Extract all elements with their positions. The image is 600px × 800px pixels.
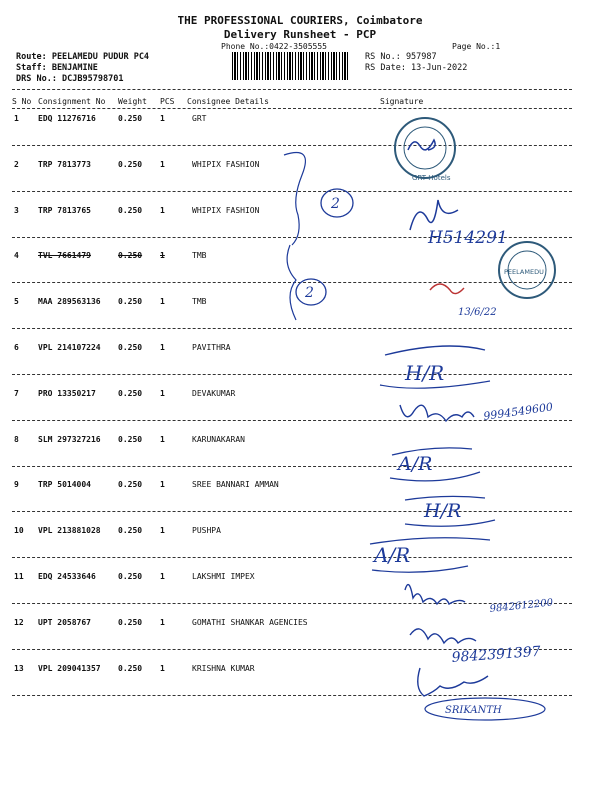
row-consignment-no: SLM 297327216 <box>38 434 101 444</box>
table-row <box>0 251 600 271</box>
runsheet-subtitle: Delivery Runsheet - PCP <box>223 28 377 41</box>
company-name: THE PROFESSIONAL COURIERS, Coimbatore <box>177 14 423 27</box>
row-pcs: 1 <box>160 114 165 123</box>
row-divider <box>12 191 572 192</box>
stamp-grt-text: GRT Hotels <box>412 174 451 182</box>
table-row <box>0 343 600 363</box>
row-consignee: PAVITHRA <box>192 343 231 352</box>
col-signature: Signature <box>380 97 424 106</box>
row-weight: 0.250 <box>118 251 143 261</box>
row-divider <box>12 649 572 650</box>
row-divider <box>12 603 572 604</box>
row-consignee: TMB <box>192 297 207 307</box>
row-pcs: 1 <box>160 343 165 352</box>
handwritten-ar-row8: A/R <box>398 453 433 475</box>
row-sno: 4 <box>14 251 19 261</box>
row-pcs: 1 <box>160 205 165 215</box>
row-consignee: WHIPIX FASHION <box>192 159 260 169</box>
row-weight: 0.250 <box>118 297 143 307</box>
divider <box>12 108 572 109</box>
row-weight: 0.250 <box>118 159 143 169</box>
row-sno: 5 <box>14 297 19 307</box>
row-consignment-no: VPL 214107224 <box>38 343 101 352</box>
drs-number: DRS No.: DCJB95798701 <box>16 74 124 84</box>
handwritten-name-row13: SRIKANTH <box>445 705 502 716</box>
row-sno: 11 <box>14 572 24 581</box>
rs-number: RS No.: 957987 <box>365 52 437 62</box>
row-divider <box>12 237 572 238</box>
handwritten-hr-row6: H/R <box>405 361 445 385</box>
table-row <box>0 480 600 500</box>
stamp-peelamedu-text: PEELAMEDU <box>504 268 544 276</box>
row-sno: 13 <box>14 663 24 673</box>
row-weight: 0.250 <box>118 663 143 673</box>
row-consignee: LAKSHMI IMPEX <box>192 572 255 581</box>
table-row <box>0 664 600 684</box>
col-consignee: Consignee Details <box>187 97 269 106</box>
row-weight: 0.250 <box>118 205 143 215</box>
row-consignment-no: TRP 7813765 <box>38 205 91 215</box>
document-title <box>0 14 600 42</box>
row-consignee: TMB <box>192 251 207 261</box>
row-consignment-no: EDQ 11276716 <box>38 114 96 123</box>
route-info: Route: PEELAMEDU PUDUR PC4 <box>16 52 150 62</box>
table-row <box>0 160 600 180</box>
row-pcs: 1 <box>160 388 165 398</box>
handwritten-2-top: 2 <box>331 196 340 212</box>
row-pcs: 1 <box>160 526 165 536</box>
barcode <box>232 52 350 80</box>
row-consignee: DEVAKUMAR <box>192 388 236 398</box>
col-consignment: Consignment No <box>38 97 106 106</box>
row-pcs: 1 <box>160 251 165 261</box>
row-sno: 7 <box>14 388 19 398</box>
row-divider <box>12 282 572 283</box>
page-number: Page No.:1 <box>452 42 501 51</box>
divider <box>12 89 572 90</box>
col-pcs: PCS <box>160 97 175 106</box>
row-consignment-no: TRP 7813773 <box>38 159 91 169</box>
table-row <box>0 389 600 409</box>
row-pcs: 1 <box>160 434 165 444</box>
row-divider <box>12 145 572 146</box>
row-consignee: GOMATHI SHANKAR AGENCIES <box>192 617 308 627</box>
table-row <box>0 618 600 638</box>
row-divider <box>12 420 572 421</box>
handwritten-2-bottom: 2 <box>305 285 314 301</box>
row-weight: 0.250 <box>118 480 143 490</box>
handwritten-hr-row9: H/R <box>424 500 462 522</box>
row-consignment-no: TRP 5014004 <box>38 480 91 490</box>
row-consignment-no: EDQ 24533646 <box>38 572 96 581</box>
row-consignee: KARUNAKARAN <box>192 434 245 444</box>
row-pcs: 1 <box>160 480 165 490</box>
row-sno: 1 <box>14 114 19 123</box>
row-divider <box>12 557 572 558</box>
row-consignment-no: TVL 7661479 <box>38 251 91 261</box>
row-weight: 0.250 <box>118 526 143 536</box>
handwritten-ar-row10: A/R <box>374 543 411 567</box>
row-divider <box>12 374 572 375</box>
row-weight: 0.250 <box>118 572 143 581</box>
row-weight: 0.250 <box>118 114 143 123</box>
col-sno: S No <box>12 97 32 106</box>
row-sno: 2 <box>14 159 19 169</box>
row-divider <box>12 466 572 467</box>
handwritten-phone-row3: H514291 <box>428 228 508 248</box>
row-sno: 6 <box>14 343 19 352</box>
row-consignee: GRT <box>192 114 207 123</box>
row-consignment-no: MAA 289563136 <box>38 297 101 307</box>
table-row <box>0 572 600 592</box>
row-consignment-no: UPT 2058767 <box>38 617 91 627</box>
row-pcs: 1 <box>160 617 165 627</box>
row-sno: 10 <box>14 526 24 536</box>
row-consignee: PUSHPA <box>192 526 221 536</box>
col-weight: Weight <box>118 97 147 106</box>
handwritten-date: 13/6/22 <box>458 307 497 318</box>
row-sno: 9 <box>14 480 19 490</box>
row-sno: 3 <box>14 205 19 215</box>
row-pcs: 1 <box>160 159 165 169</box>
table-row <box>0 435 600 455</box>
row-consignment-no: VPL 209041357 <box>38 663 101 673</box>
row-divider <box>12 511 572 512</box>
row-sno: 8 <box>14 434 19 444</box>
row-consignment-no: PRO 13350217 <box>38 388 96 398</box>
table-row <box>0 297 600 317</box>
table-row <box>0 526 600 546</box>
handwritten-phone-row7: 9994549600 <box>482 400 554 423</box>
row-consignment-no: VPL 213881028 <box>38 526 101 536</box>
row-pcs: 1 <box>160 663 165 673</box>
phone-number: Phone No.:0422-3505555 <box>221 42 327 51</box>
row-divider <box>12 328 572 329</box>
rs-date: RS Date: 13-Jun-2022 <box>365 63 468 73</box>
row-pcs: 1 <box>160 297 165 307</box>
row-pcs: 1 <box>160 572 165 581</box>
handwritten-phone-row12a: 9842612200 <box>489 597 554 615</box>
staff-info: Staff: BENJAMINE <box>16 63 98 73</box>
table-row <box>0 206 600 226</box>
row-sno: 12 <box>14 617 24 627</box>
row-weight: 0.250 <box>118 388 143 398</box>
row-consignee: KRISHNA KUMAR <box>192 663 255 673</box>
row-weight: 0.250 <box>118 343 143 352</box>
row-consignee: SREE BANNARI AMMAN <box>192 480 279 490</box>
row-weight: 0.250 <box>118 434 143 444</box>
row-weight: 0.250 <box>118 617 143 627</box>
row-consignee: WHIPIX FASHION <box>192 205 260 215</box>
table-row <box>0 114 600 134</box>
handwritten-phone-row12b: 9842391397 <box>451 643 542 666</box>
row-divider <box>12 695 572 696</box>
